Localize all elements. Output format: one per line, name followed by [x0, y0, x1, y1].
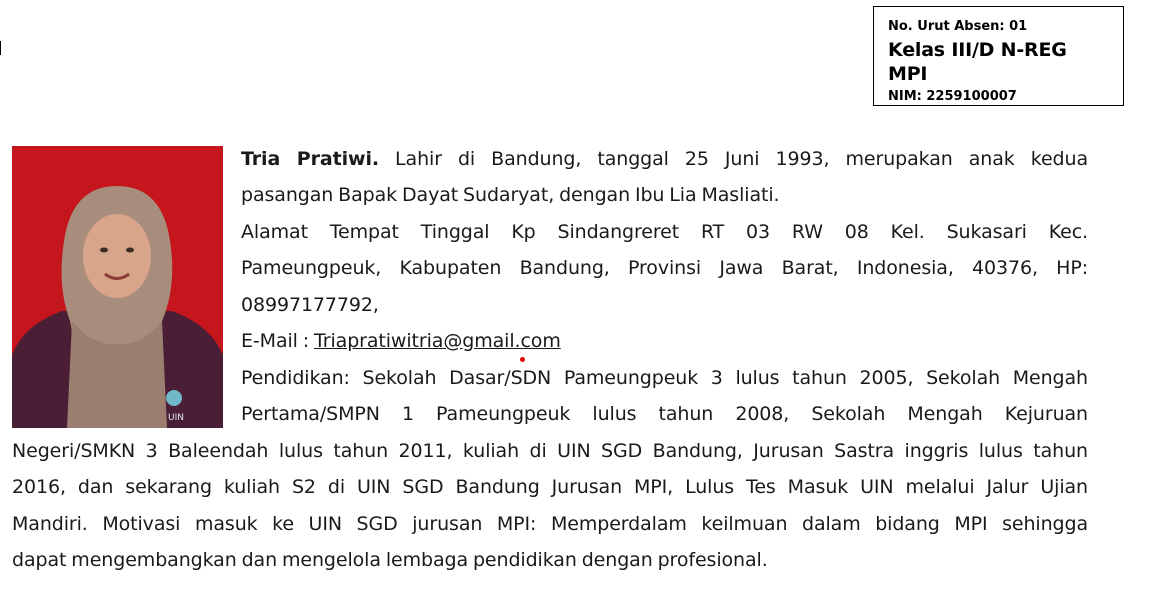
text-cursor: [0, 41, 1, 55]
profile-photo: [12, 146, 223, 428]
address-line-2: Pameungpeuk, Kabupaten Bandung, Provinsi Jawa Barat, Indonesia, 40376, HP:: [241, 257, 1088, 279]
absen-number: No. Urut Absen: 01: [888, 19, 1028, 34]
student-info-box: [873, 6, 1124, 106]
address-line-1: Alamat Tempat Tinggal Kp Sindangreret RT 03 RW 08 Kel. Sukasari Kec.: [241, 221, 1088, 243]
bio-line-1: Tria Pratiwi. Lahir di Bandung, tanggal 25 Juni 1993, merupakan anak kedua: [241, 148, 1088, 170]
email-label: E-Mail :: [241, 330, 315, 352]
nim-label: NIM: 2259100007: [888, 89, 1017, 104]
class-label: Kelas III/D N-REG MPI: [888, 39, 1067, 85]
email-link[interactable]: Triapratiwitria@gmail.com: [314, 330, 561, 352]
photo-badge-text: UIN: [168, 413, 184, 423]
address-line-3: 08997177792,: [241, 294, 379, 316]
education-line-3: Negeri/SMKN 3 Baleendah lulus tahun 2011, kuliah di UIN SGD Bandung, Jurusan Sastra inggris lulus tahun: [12, 440, 1088, 462]
education-line-2: Pertama/SMPN 1 Pameungpeuk lulus tahun 2008, Sekolah Mengah Kejuruan: [241, 403, 1088, 425]
education-line-4: 2016, dan sekarang kuliah S2 di UIN SGD Bandung Jurusan MPI, Lulus Tes Masuk UIN melalui Jalur Ujian: [12, 476, 1088, 498]
education-line-6: dapat mengembangkan dan mengelola lembaga pendidikan dengan profesional.: [12, 549, 768, 571]
person-name: Tria Pratiwi.: [241, 148, 379, 170]
education-line-1: Pendidikan: Sekolah Dasar/SDN Pameungpeuk 3 lulus tahun 2005, Sekolah Mengah: [241, 367, 1088, 389]
bio-line-2: pasangan Bapak Dayat Sudaryat, dengan Ibu Lia Masliati.: [241, 184, 780, 206]
email-line: [241, 323, 561, 360]
education-line-5: Mandiri. Motivasi masuk ke UIN SGD jurusan MPI: Memperdalam keilmuan dalam bidang MPI sehingga: [12, 513, 1088, 535]
